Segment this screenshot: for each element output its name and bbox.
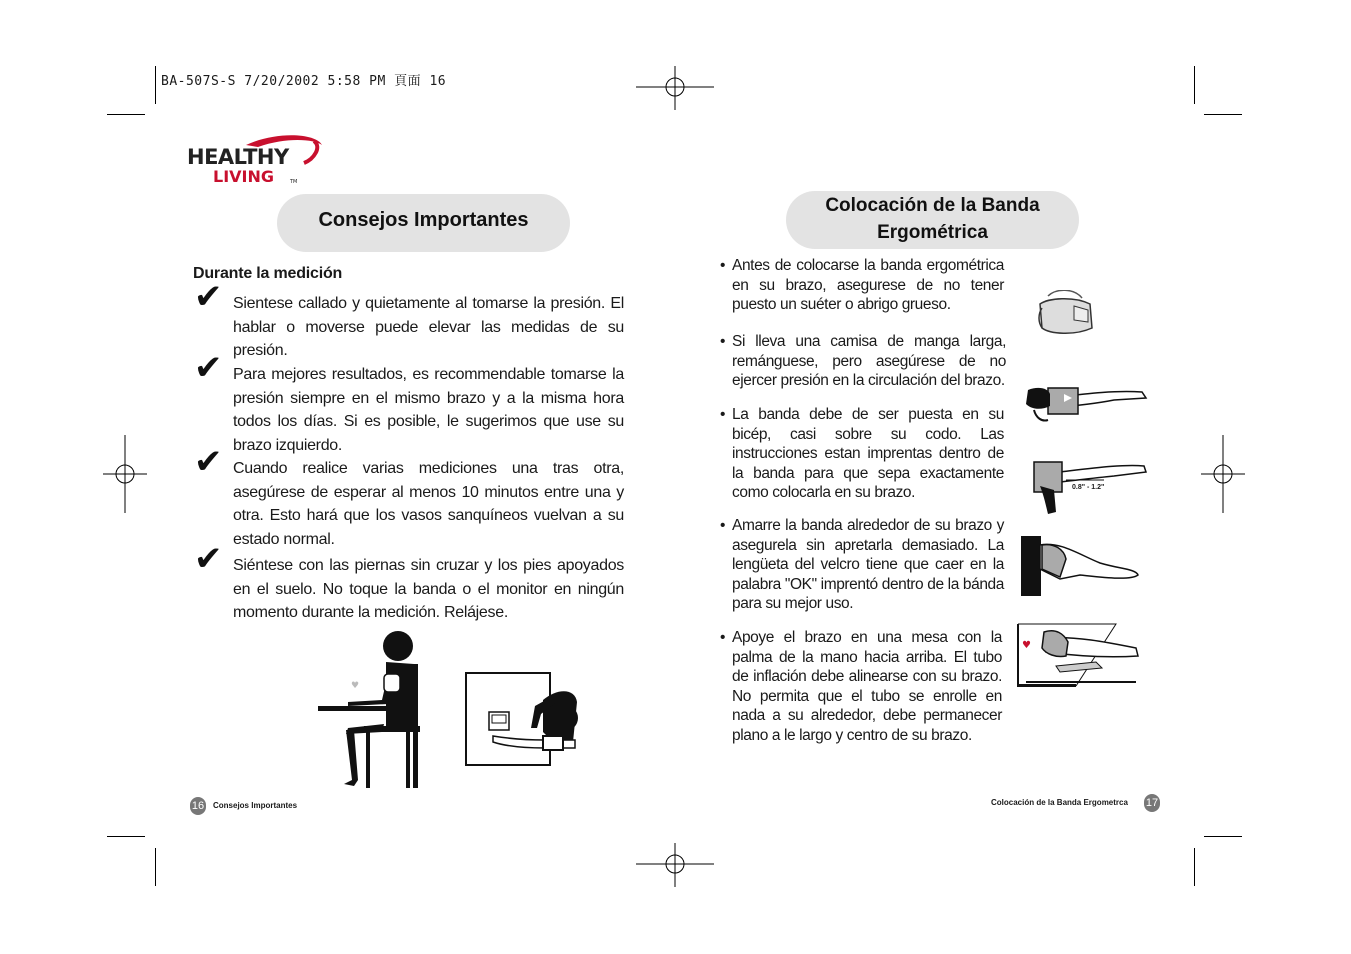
- tip-item: [194, 277, 624, 363]
- crop-mark: [1204, 836, 1242, 837]
- bullet-marker: •: [720, 333, 726, 350]
- brand-tm: TM: [290, 179, 298, 185]
- bullet-marker: •: [720, 629, 726, 646]
- tip-text: Siéntese con las piernas sin cruzar y los pies apoyados en el suelo. No toque la banda o el monitor en ningún momento durante la medición. Relájese.: [233, 557, 624, 621]
- right-heading-line1: Colocación de la Banda: [825, 195, 1040, 216]
- instruction-bullet: [720, 332, 1006, 391]
- bullet-text: La banda debe de ser puesta en su bicép, casi sobre su codo. Las instrucciones estan imprentas dentro de la banda para que sepa exactamente como colocarla en su brazo.: [732, 406, 1004, 501]
- table-line: [1018, 684, 1076, 686]
- left-page-heading: Consejos Importantes: [277, 194, 570, 252]
- left-page-subheading: Durante la medición: [193, 265, 343, 282]
- brand-line1: HEALTHY: [187, 145, 289, 169]
- tip-item: [194, 348, 624, 457]
- instruction-bullet: [720, 405, 1004, 503]
- registration-mark-bottom: [636, 843, 714, 887]
- print-header: BA-507S-S 7/20/2002 5:58 PM 頁面 16: [161, 74, 447, 89]
- crop-mark: [107, 114, 145, 115]
- crop-mark: [1194, 66, 1195, 104]
- right-heading-line2: Ergométrica: [877, 222, 988, 243]
- svg-text:♥: ♥: [351, 681, 360, 691]
- instruction-bullet: [720, 516, 1004, 614]
- crop-mark: [155, 66, 156, 104]
- bullet-text: Antes de colocarse la banda ergométrica en su brazo, asegurese de no tener puesto un suéter o abrigo grueso.: [732, 257, 1004, 313]
- crop-mark: [155, 848, 156, 886]
- right-footer-label: Colocación de la Banda Ergometrca: [991, 798, 1128, 807]
- monitor-arm-illustration: [465, 672, 580, 768]
- brand-logo: [186, 133, 326, 191]
- checkmark-icon: ✔: [194, 348, 223, 388]
- tip-text: Para mejores resultados, es recommendable tomarse la presión siempre en el mismo brazo y a la misma hora todos los días. Si es posible, le sugerimos que use su brazo izquierdo.: [233, 366, 624, 454]
- seated-person-illustration: [318, 630, 428, 790]
- measure-label: 0.8" - 1.2": [1072, 484, 1105, 491]
- left-page-number: 16: [190, 797, 206, 815]
- bullet-text: Si lleva una camisa de manga larga, remánguese, pero asegúrese de no ejercer presión en la circulación del brazo.: [732, 333, 1006, 389]
- left-footer-label: Consejos Importantes: [213, 801, 298, 810]
- right-page-heading: [786, 191, 1079, 249]
- bullet-marker: •: [720, 517, 726, 534]
- bullet-marker: •: [720, 257, 726, 274]
- arm-cuff-step1-illustration: [1014, 380, 1149, 425]
- instruction-bullet: [720, 628, 1002, 745]
- bullet-text: Amarre la banda alrededor de su brazo y asegurela sin apretarla demasiado. La lengüeta del velcro tiene que caer en la palabra "OK" imprentó dentro de la bánda para su mejor uso.: [732, 517, 1004, 612]
- crop-mark: [1194, 848, 1195, 886]
- checkmark-icon: ✔: [194, 539, 223, 579]
- svg-text:♥: ♥: [1022, 640, 1031, 651]
- arm-cuff-step3-illustration: [1020, 535, 1142, 597]
- tip-item: [194, 442, 624, 551]
- crop-mark: [1204, 114, 1242, 115]
- brand-line2: LIVING: [213, 167, 275, 186]
- crop-mark: [107, 836, 145, 837]
- bullet-text: Apoye el brazo en una mesa con la palma de la mano hacia arriba. El tubo de inflación debe alinearse con su brazo. No permita que el tubo se enrolle en nada a su alrededor, debe permanecer plano a le largo y centro de su brazo.: [732, 629, 1002, 744]
- arm-on-table-illustration: [1016, 622, 1144, 688]
- bullet-marker: •: [720, 406, 726, 423]
- checkmark-icon: ✔: [194, 277, 223, 317]
- cuff-illustration: [1034, 290, 1096, 340]
- right-page-number: 17: [1144, 794, 1160, 812]
- registration-mark-left: [103, 435, 147, 513]
- registration-mark-top: [636, 66, 714, 110]
- instruction-bullet: [720, 256, 1004, 315]
- tip-text: Sientese callado y quietamente al tomarse la presión. El hablar o moverse puede elevar las medidas de su presión.: [233, 295, 624, 359]
- tip-item: [194, 539, 624, 625]
- tip-text: Cuando realice varias mediciones una tras otra, asegúrese de esperar al menos 10 minutos entre una y otra. Esto hará que los vasos sanquíneos vuelvan a su estado normal.: [233, 460, 624, 548]
- checkmark-icon: ✔: [194, 442, 223, 482]
- registration-mark-right: [1201, 435, 1245, 513]
